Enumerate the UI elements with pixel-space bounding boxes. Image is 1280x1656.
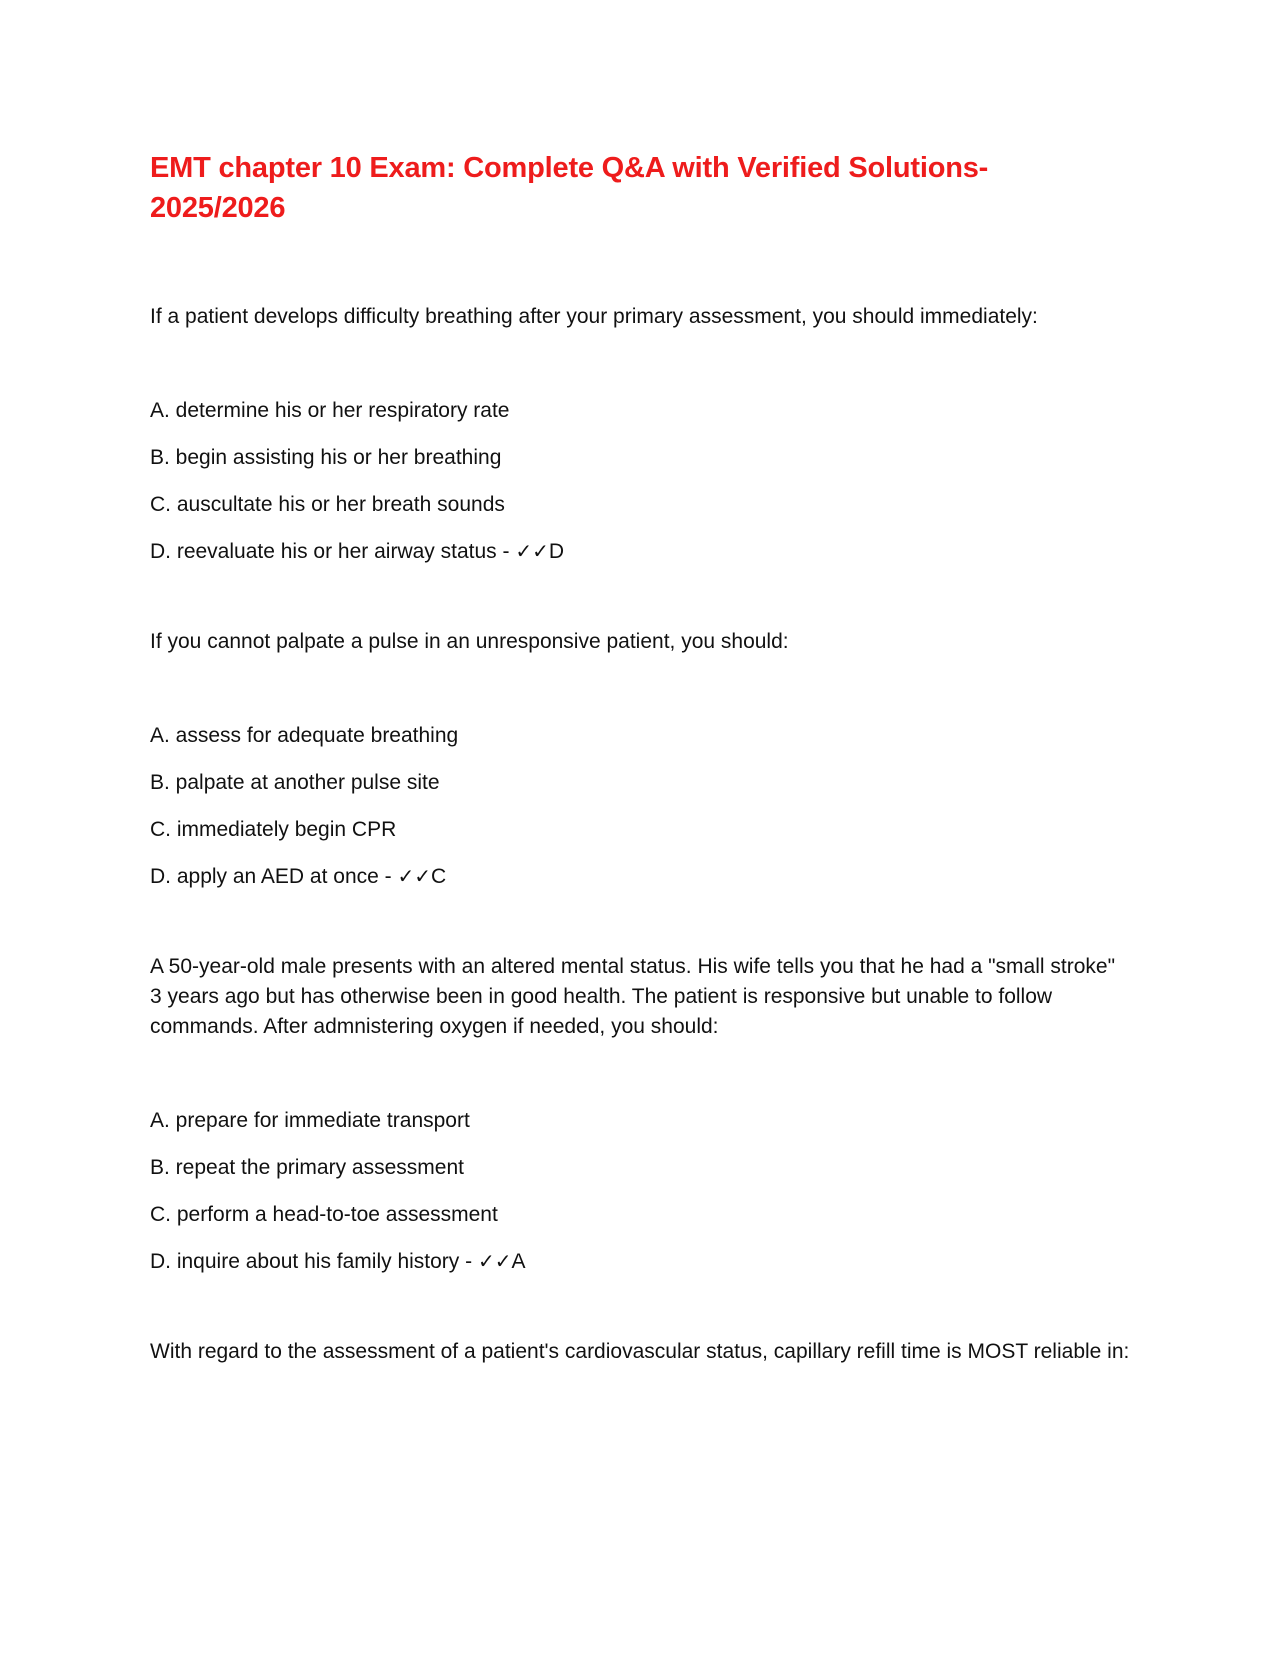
option-d-text: D. apply an AED at once - (150, 865, 398, 888)
option-d (150, 862, 1130, 892)
option-b: B. begin assisting his or her breathing (150, 446, 502, 469)
answer-letter: D (548, 540, 565, 563)
option-a: A. prepare for immediate transport (150, 1109, 470, 1132)
document-title: EMT chapter 10 Exam: Complete Q&A with Verified Solutions- 2025/2026 (150, 152, 989, 224)
option-d-text: D. reevaluate his or her airway status - (150, 540, 516, 563)
check-mark-icon: ✓✓ (477, 1251, 512, 1273)
option-d (150, 537, 1130, 567)
option-b: B. palpate at another pulse site (150, 771, 440, 794)
check-mark-icon: ✓✓ (397, 866, 431, 888)
question-text: If you cannot palpate a pulse in an unresponsive patient, you should: (150, 630, 789, 653)
option-d-text: D. inquire about his family history - (150, 1250, 478, 1273)
question-3 (150, 952, 1130, 1277)
option-c: C. immediately begin CPR (150, 818, 397, 841)
question-text: With regard to the assessment of a patient's cardiovascular status, capillary refill time is MOST reliable in: (150, 1340, 1130, 1363)
question-1 (150, 302, 1130, 567)
option-a: A. determine his or her respiratory rate (150, 399, 510, 422)
answer-letter: A (511, 1250, 526, 1273)
question-2 (150, 627, 1130, 892)
question-4 (150, 1337, 1130, 1367)
option-c: C. auscultate his or her breath sounds (150, 493, 505, 516)
document-page (150, 148, 1130, 1431)
option-d (150, 1247, 1130, 1277)
question-text: A 50-year-old male presents with an altered mental status. His wife tells you that he had a "small stroke" 3 years ago but has otherwise been in good health. The patient is responsive but unable to follow commands. After admnistering oxygen if needed, you should: (150, 955, 1116, 1038)
answer-letter: C (430, 865, 447, 888)
option-c: C. perform a head-to-toe assessment (150, 1203, 498, 1226)
option-b: B. repeat the primary assessment (150, 1156, 464, 1179)
option-a: A. assess for adequate breathing (150, 724, 459, 747)
check-mark-icon: ✓✓ (515, 541, 549, 563)
question-text: If a patient develops difficulty breathing after your primary assessment, you should immediately: (150, 305, 1038, 328)
